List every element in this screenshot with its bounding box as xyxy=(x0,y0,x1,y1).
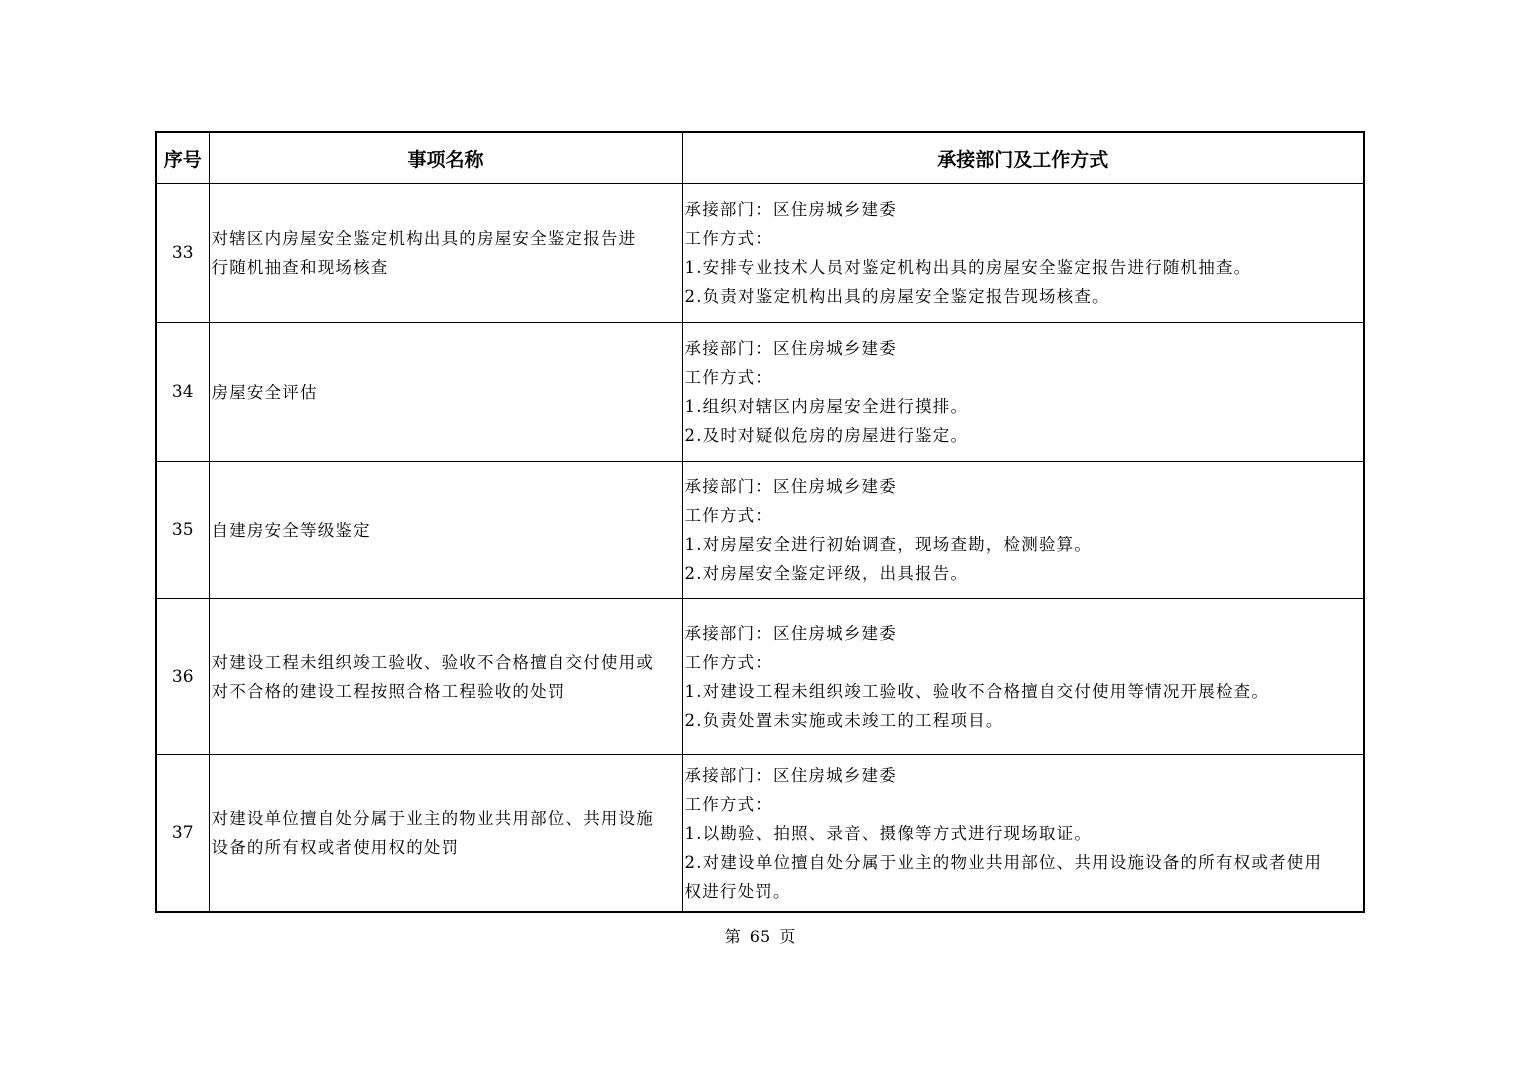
table-row xyxy=(156,755,1364,913)
department-line: 承接部门：区住房城乡建委 xyxy=(684,339,897,358)
department-line: 承接部门：区住房城乡建委 xyxy=(684,765,897,785)
method-line: 权进行处罚。 xyxy=(684,881,791,901)
row-number: 36 xyxy=(156,599,209,755)
method-line: 2.对建设单位擅自处分属于业主的物业共用部位、共用设施设备的所有权或者使用 xyxy=(684,852,1323,872)
department-line: 承接部门：区住房城乡建委 xyxy=(684,200,897,219)
method-line: 2.负责对鉴定机构出具的房屋安全鉴定报告现场核查。 xyxy=(684,287,1110,306)
matters-table xyxy=(155,131,1365,913)
row-number: 37 xyxy=(156,755,209,913)
header-department-method: 承接部门及工作方式 xyxy=(682,132,1364,184)
header-serial-number: 序号 xyxy=(156,132,209,184)
table-row xyxy=(156,323,1364,462)
method-line: 2.负责处置未实施或未竣工的工程项目。 xyxy=(684,710,1004,730)
method-line: 1.对建设工程未组织竣工验收、验收不合格擅自交付使用等情况开展检查。 xyxy=(684,681,1270,701)
item-name-line: 行随机抽查和现场核查 xyxy=(211,258,389,277)
item-name-line: 对辖区内房屋安全鉴定机构出具的房屋安全鉴定报告进 xyxy=(211,229,637,248)
table-row xyxy=(156,184,1364,323)
item-name-cell xyxy=(209,599,682,755)
item-name-line: 设备的所有权或者使用权的处罚 xyxy=(211,838,460,857)
department-method-cell xyxy=(682,184,1364,323)
department-line: 承接部门：区住房城乡建委 xyxy=(684,623,897,643)
department-line: 承接部门：区住房城乡建委 xyxy=(684,477,897,496)
method-line: 2.及时对疑似危房的房屋进行鉴定。 xyxy=(684,426,969,445)
method-line: 1.以勘验、拍照、录音、摄像等方式进行现场取证。 xyxy=(684,823,1093,843)
method-label: 工作方式： xyxy=(684,368,773,387)
department-method-cell xyxy=(682,599,1364,755)
method-label: 工作方式： xyxy=(684,652,773,672)
item-name-cell xyxy=(209,462,682,599)
department-method-cell xyxy=(682,462,1364,599)
item-name-cell xyxy=(209,755,682,913)
row-number: 33 xyxy=(156,184,209,323)
method-line: 1.组织对辖区内房屋安全进行摸排。 xyxy=(684,397,969,416)
method-label: 工作方式： xyxy=(684,794,773,814)
item-name-cell xyxy=(209,184,682,323)
department-method-cell xyxy=(682,323,1364,462)
item-name-line: 房屋安全评估 xyxy=(211,382,318,402)
item-name-cell xyxy=(209,323,682,462)
method-line: 1.安排专业技术人员对鉴定机构出具的房屋安全鉴定报告进行随机抽查。 xyxy=(684,258,1252,277)
item-name-line: 对建设单位擅自处分属于业主的物业共用部位、共用设施 xyxy=(211,809,654,828)
method-label: 工作方式： xyxy=(684,506,773,525)
row-number: 35 xyxy=(156,462,209,599)
department-method-cell xyxy=(682,755,1364,913)
table-row xyxy=(156,599,1364,755)
table-header-row xyxy=(156,132,1364,184)
header-item-name: 事项名称 xyxy=(209,132,682,184)
item-name-line: 自建房安全等级鉴定 xyxy=(211,520,371,540)
table-row xyxy=(156,462,1364,599)
item-name-line: 对建设工程未组织竣工验收、验收不合格擅自交付使用或 xyxy=(211,652,654,672)
method-line: 1.对房屋安全进行初始调查，现场查勘，检测验算。 xyxy=(684,535,1093,554)
row-number: 34 xyxy=(156,323,209,462)
method-line: 2.对房屋安全鉴定评级，出具报告。 xyxy=(684,564,969,583)
page-number: 第 65 页 xyxy=(724,927,796,946)
method-label: 工作方式： xyxy=(684,229,773,248)
item-name-line: 对不合格的建设工程按照合格工程验收的处罚 xyxy=(211,681,566,701)
